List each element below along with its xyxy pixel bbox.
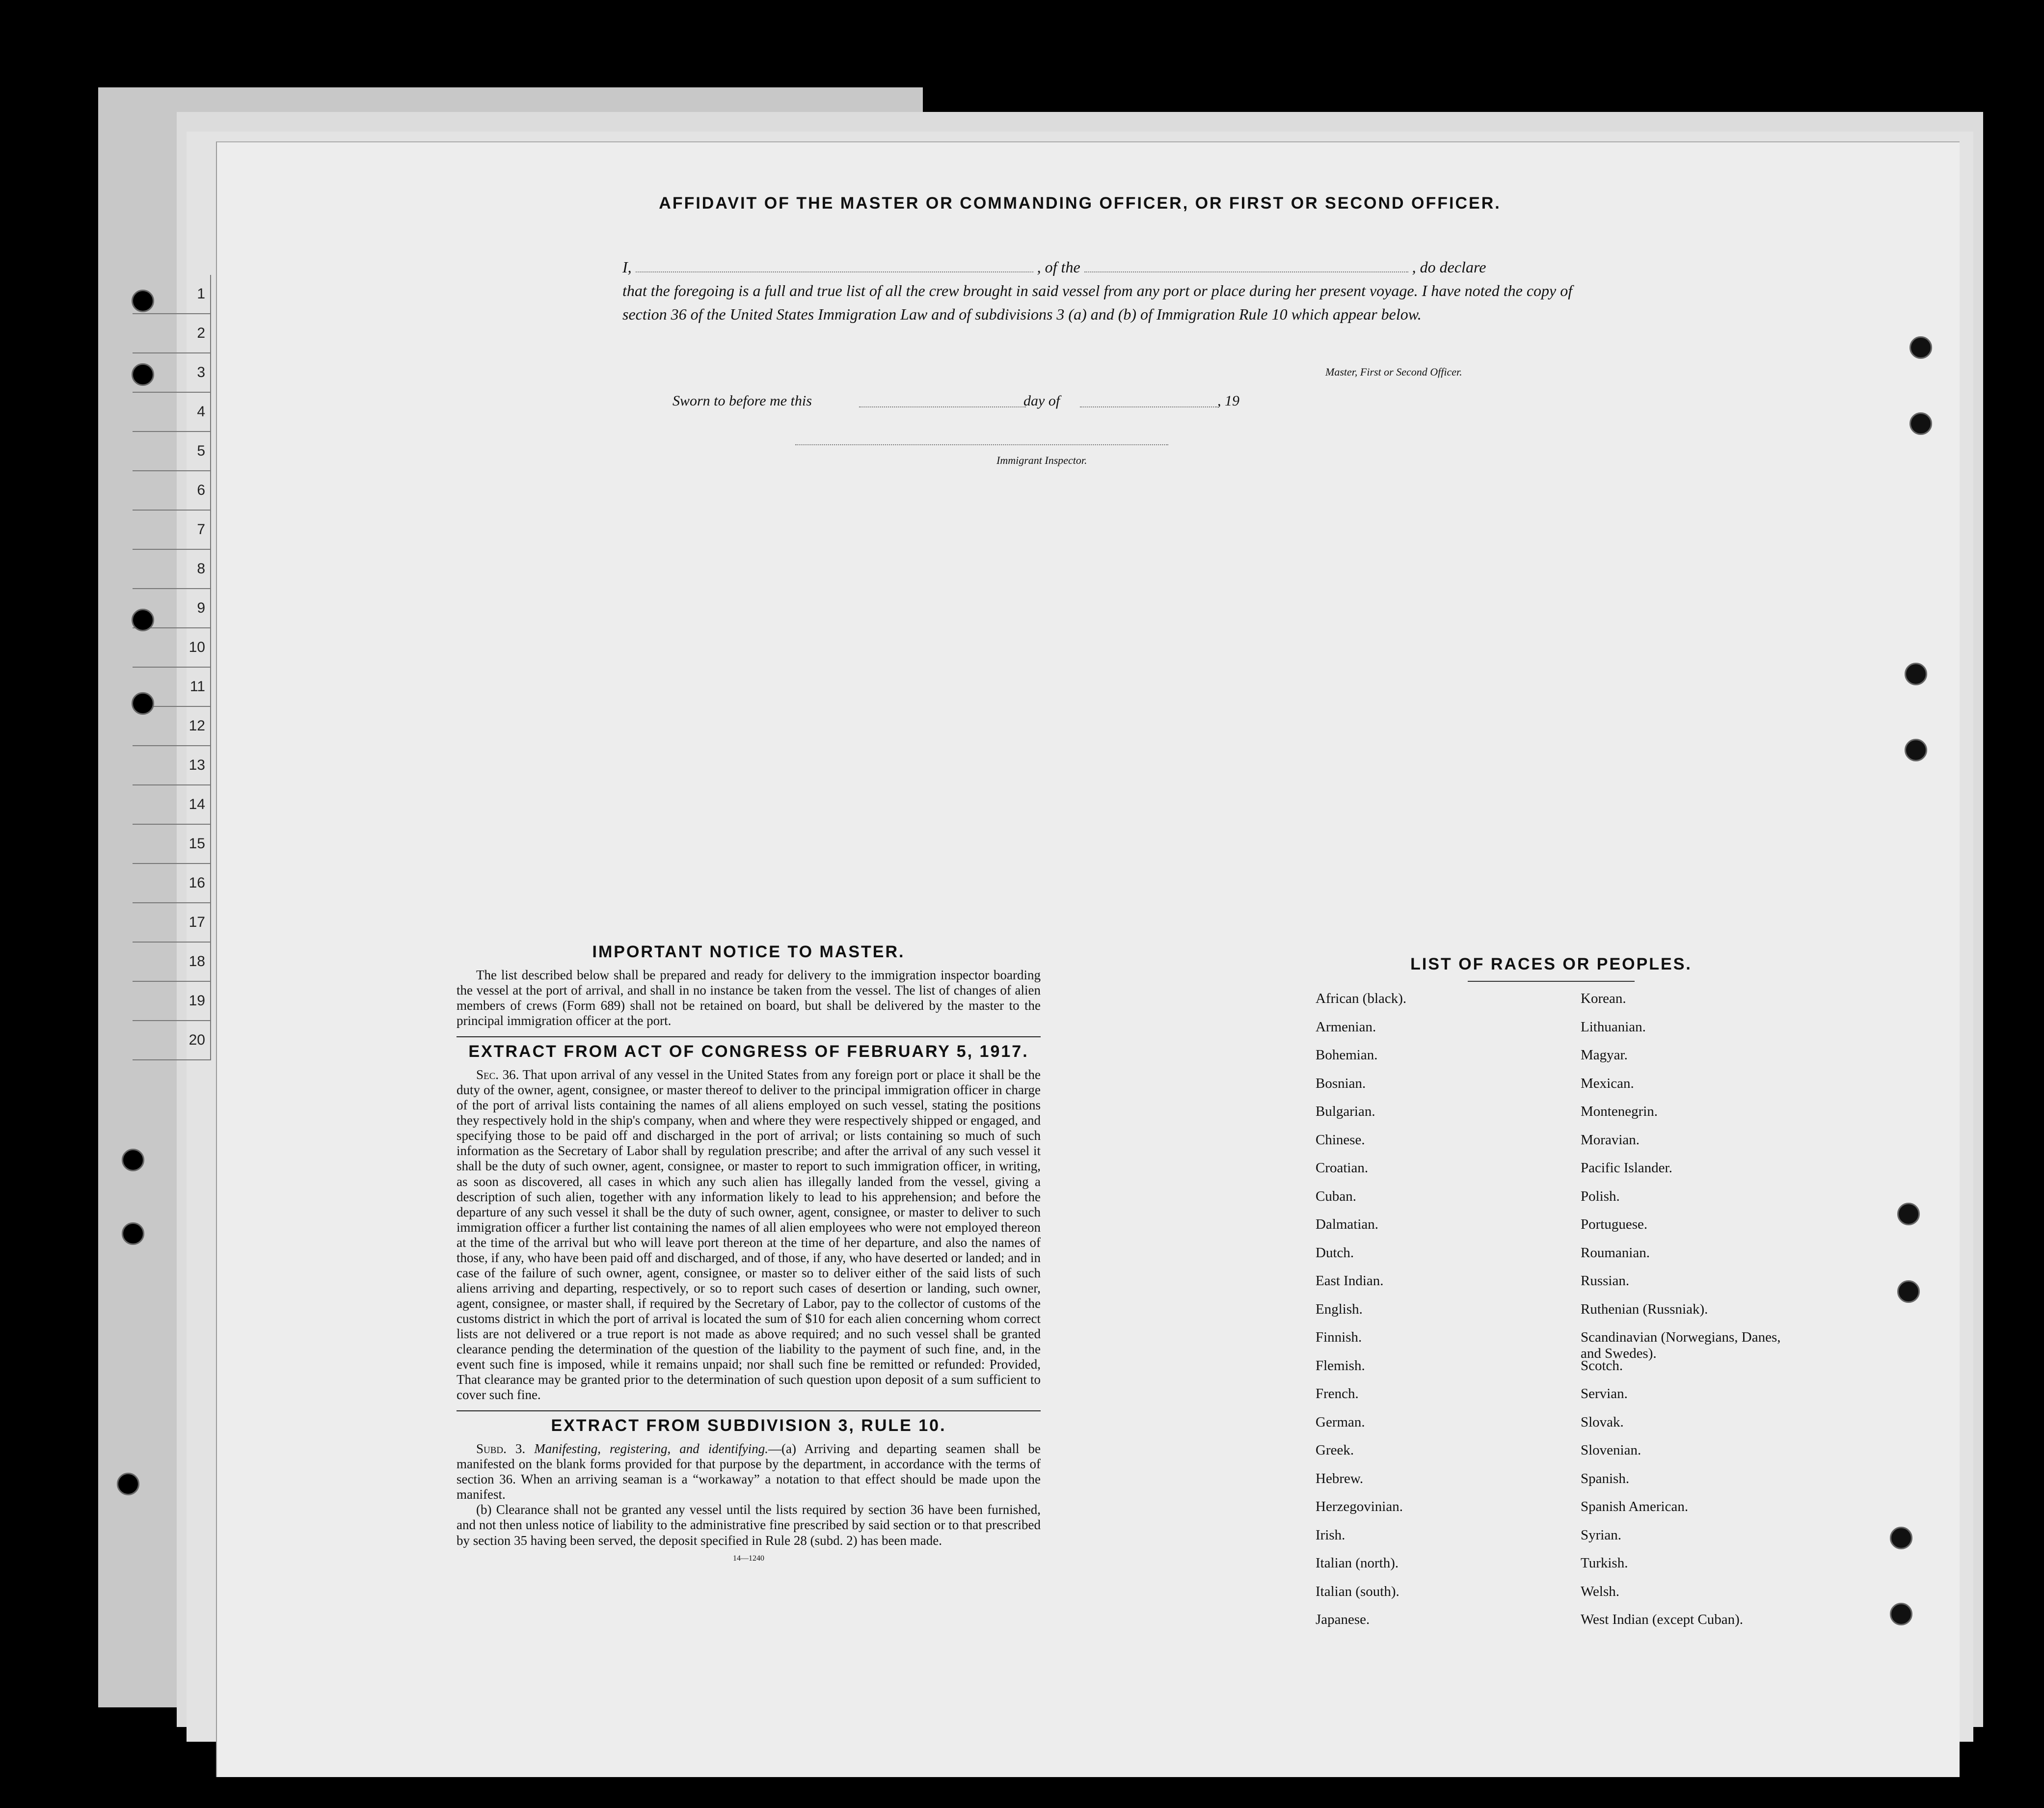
notice-column bbox=[457, 943, 1041, 1563]
row-number: 6 bbox=[133, 471, 211, 511]
title-rule bbox=[1468, 981, 1635, 982]
row-number: 10 bbox=[133, 628, 211, 668]
race-entry: Moravian. bbox=[1581, 1132, 1640, 1148]
binder-hole-icon bbox=[1890, 1527, 1912, 1549]
row-number: 15 bbox=[133, 825, 211, 864]
row-number: 5 bbox=[133, 432, 211, 471]
binder-hole-icon bbox=[1897, 1280, 1920, 1303]
row-number: 9 bbox=[133, 589, 211, 628]
sworn-year: , 19 bbox=[1217, 393, 1239, 409]
race-entry: Cuban. bbox=[1316, 1188, 1356, 1204]
affidavit-statement: that the foregoing is a full and true list of all the crew brought in said vessel from any port or place during her present voyage. I have noted the copy of section 36 of the United States Immigration Law and of subdivisions 3 (a) and (b) of Immigration Rule 10 which appear below. bbox=[622, 282, 1573, 323]
race-entry: Ruthenian (Russniak). bbox=[1581, 1301, 1708, 1317]
race-entry: Dalmatian. bbox=[1316, 1216, 1379, 1232]
race-entry: Scotch. bbox=[1581, 1357, 1623, 1374]
binder-hole-icon bbox=[1890, 1603, 1912, 1625]
race-entry: Herzegovinian. bbox=[1316, 1499, 1403, 1514]
notice-title: IMPORTANT NOTICE TO MASTER. bbox=[592, 943, 905, 961]
binder-hole-icon bbox=[132, 609, 154, 631]
race-entry: Dutch. bbox=[1316, 1244, 1354, 1261]
affidavit-of-the: , of the bbox=[1037, 258, 1080, 276]
race-entry: Italian (south). bbox=[1316, 1583, 1399, 1599]
affidavit-title: AFFIDAVIT OF THE MASTER OR COMMANDING OFFICER, OR FIRST OR SECOND OFFICER. bbox=[659, 194, 1501, 213]
rule-extract-title: EXTRACT FROM SUBDIVISION 3, RULE 10. bbox=[457, 1410, 1041, 1435]
race-entry: Welsh. bbox=[1581, 1583, 1620, 1599]
rule-para-a bbox=[457, 1441, 1041, 1502]
binder-hole-icon bbox=[1910, 412, 1932, 435]
race-entry: Lithuanian. bbox=[1581, 1019, 1646, 1035]
races-title: LIST OF RACES OR PEOPLES. bbox=[1410, 955, 1692, 973]
race-entry: Hebrew. bbox=[1316, 1470, 1364, 1486]
race-entry: German. bbox=[1316, 1414, 1365, 1430]
race-entry: Japanese. bbox=[1316, 1612, 1370, 1627]
binder-hole-icon bbox=[122, 1222, 144, 1245]
race-entry: Korean. bbox=[1581, 991, 1626, 1006]
form-number: 14—1240 bbox=[733, 1554, 764, 1563]
row-number: 2 bbox=[133, 314, 211, 353]
row-number: 3 bbox=[133, 353, 211, 393]
act-extract-body bbox=[457, 1067, 1041, 1403]
race-entry: Flemish. bbox=[1316, 1357, 1365, 1374]
race-entry: Bohemian. bbox=[1316, 1047, 1378, 1063]
row-number: 19 bbox=[133, 982, 211, 1021]
race-entry: Pacific Islander. bbox=[1581, 1160, 1672, 1176]
subd-label: Subd. 3. bbox=[476, 1441, 526, 1457]
inspector-signature-blank bbox=[795, 444, 1168, 445]
race-entry: Montenegrin. bbox=[1581, 1104, 1658, 1119]
row-number: 17 bbox=[133, 903, 211, 943]
race-entry: African (black). bbox=[1316, 991, 1407, 1006]
act-extract-title: EXTRACT FROM ACT OF CONGRESS OF FEBRUARY 5, 1917. bbox=[457, 1036, 1041, 1061]
race-entry: West Indian (except Cuban). bbox=[1581, 1612, 1744, 1627]
race-entry: Greek. bbox=[1316, 1442, 1354, 1458]
affidavit-name-line bbox=[622, 255, 1604, 279]
race-entry: French. bbox=[1316, 1386, 1359, 1402]
races-list bbox=[1316, 955, 1787, 1640]
binder-hole-icon bbox=[132, 692, 154, 715]
race-entry: Polish. bbox=[1581, 1188, 1620, 1204]
binder-hole-icon bbox=[1905, 663, 1927, 685]
affidavit-do-declare: , do declare bbox=[1412, 258, 1486, 276]
rule-para-b: (b) Clearance shall not be granted any vessel until the lists required by section 36 have been furnished, and not then unless notice of liability to the administrative fine prescribed by said section or to that prescribed by section 35 having been served, the deposit specified in Rule 28 (subd. 2) has been made. bbox=[457, 1502, 1041, 1548]
binder-hole-icon bbox=[117, 1473, 139, 1495]
race-entry: Bulgarian. bbox=[1316, 1104, 1375, 1119]
race-entry: Bosnian. bbox=[1316, 1075, 1366, 1091]
race-entry: Italian (north). bbox=[1316, 1555, 1399, 1571]
race-entry: East Indian. bbox=[1316, 1273, 1384, 1289]
affidavit-i: I, bbox=[622, 258, 632, 276]
binder-hole-icon bbox=[132, 290, 154, 312]
sworn-month-blank bbox=[1080, 406, 1217, 407]
race-entry: Slovenian. bbox=[1581, 1442, 1641, 1458]
race-entry: Armenian. bbox=[1316, 1019, 1376, 1035]
race-entry: Portuguese. bbox=[1581, 1216, 1648, 1232]
row-number: 18 bbox=[133, 943, 211, 982]
affidavit-declaration bbox=[622, 255, 1604, 326]
row-number: 16 bbox=[133, 864, 211, 903]
binder-hole-icon bbox=[1905, 739, 1927, 761]
binder-hole-icon bbox=[1897, 1203, 1920, 1225]
race-entry: Russian. bbox=[1581, 1273, 1630, 1289]
race-entry: Roumanian. bbox=[1581, 1244, 1650, 1261]
row-number: 13 bbox=[133, 746, 211, 785]
row-number: 12 bbox=[133, 707, 211, 746]
race-entry: Magyar. bbox=[1581, 1047, 1628, 1063]
inspector-label: Immigrant Inspector. bbox=[996, 454, 1087, 466]
race-entry: Scandinavian (Norwegians, Danes, and Swedes). bbox=[1581, 1329, 1781, 1361]
race-entry: Spanish. bbox=[1581, 1470, 1630, 1486]
race-entry: Slovak. bbox=[1581, 1414, 1624, 1430]
para-a-text: —(a) Arriving and departing seamen shall be manifested on the blank forms provided for that purpose by the department, in accordance with the terms of section 36. When an arriving seaman is a “workaway” a notation to that effect should be made upon the manifest. bbox=[457, 1441, 1041, 1502]
subd-heading: Manifesting, registering, and identifying. bbox=[534, 1441, 768, 1457]
row-number: 1 bbox=[133, 275, 211, 314]
section-label: Sec. 36. bbox=[476, 1067, 519, 1082]
race-entry: Spanish American. bbox=[1581, 1499, 1689, 1514]
race-entry: English. bbox=[1316, 1301, 1363, 1317]
row-number: 11 bbox=[133, 668, 211, 707]
race-entry: Chinese. bbox=[1316, 1132, 1365, 1148]
binder-hole-icon bbox=[1910, 336, 1932, 359]
section-36-text: That upon arrival of any vessel in the United States from any foreign port or place it shall be the duty of the owner, agent, consignee, or master thereof to deliver to the principal immigration officer in charge of the port of arrival lists containing the names of all aliens employed on such vessel, stating the positions they respectively hold in the ship's company, when and where they were respectively shipped or engaged, and specifying those to be paid off and discharged in the port of arrival; or lists containing so much of such information as the Secretary of Labor shall by regulation prescribe; and after the arrival of any such vessel it shall be the duty of such owner, agent, consignee, or master to report to such immigration officer, in writing, as soon as discovered, all cases in which any such alien has illegally landed from the vessel, giving a description of such alien, together with any information likely to lead to his apprehension; and before the departure of any such vessel it shall be the duty of such owner, agent, consignee, or master to deliver to such immigration officer a further list containing the names of all alien employees who were not employed thereon at the time of the arrival but who will leave port thereon at the time of her departure, and also the names of those, if any, who have been paid off and discharged, and of those, if any, who have deserted or landed; and in case of the failure of such owner, agent, consignee, or master so to deliver either of the said lists of such aliens arriving and departing, respectively, or so to report such cases of desertion or landing, such owner, agent, consignee, or master shall, if required by the Secretary of Labor, pay to the collector of customs of the customs district in which the port of arrival is located the sum of $10 for each alien concerning whom correct lists are not delivered or a true report is not made as above required; and no such vessel shall be granted clearance pending the determination of the question of the liability to the payment of such fine, and, in the event such fine is imposed, while it remains unpaid; nor shall such fine be remitted or refunded: Provided, That clearance may be granted prior to the determination of such question upon deposit of a sum sufficient to cover such fine. bbox=[457, 1067, 1041, 1403]
vessel-blank bbox=[1084, 260, 1408, 272]
row-number: 14 bbox=[133, 785, 211, 825]
binder-hole-icon bbox=[132, 363, 154, 386]
race-entry: Croatian. bbox=[1316, 1160, 1369, 1176]
name-blank bbox=[636, 260, 1033, 272]
race-entry: Finnish. bbox=[1316, 1329, 1362, 1345]
sworn-day-of: day of bbox=[1023, 393, 1060, 409]
row-number: 20 bbox=[133, 1021, 211, 1060]
races-grid bbox=[1316, 991, 1787, 1640]
races-right-column bbox=[1581, 991, 1787, 1640]
race-entry: Syrian. bbox=[1581, 1527, 1621, 1543]
binder-hole-icon bbox=[122, 1149, 144, 1171]
row-number-strip bbox=[133, 275, 211, 1649]
race-entry: Turkish. bbox=[1581, 1555, 1628, 1571]
race-entry: Irish. bbox=[1316, 1527, 1345, 1543]
row-number: 8 bbox=[133, 550, 211, 589]
races-left-column bbox=[1316, 991, 1522, 1640]
notice-body: The list described below shall be prepared and ready for delivery to the immigration inspector boarding the vessel at the port of arrival, and shall in no instance be taken from the vessel. The list of changes of alien members of crews (Form 689) shall not be retained on board, but shall be delivered by the master to the principal immigration officer at the port. bbox=[457, 968, 1041, 1028]
row-number: 4 bbox=[133, 393, 211, 432]
sworn-text: Sworn to before me this bbox=[672, 393, 812, 409]
race-entry: Servian. bbox=[1581, 1386, 1628, 1402]
sworn-day-blank bbox=[859, 406, 1026, 407]
race-entry: Mexican. bbox=[1581, 1075, 1634, 1091]
master-signature-label: Master, First or Second Officer. bbox=[1325, 366, 1462, 378]
row-number: 7 bbox=[133, 511, 211, 550]
